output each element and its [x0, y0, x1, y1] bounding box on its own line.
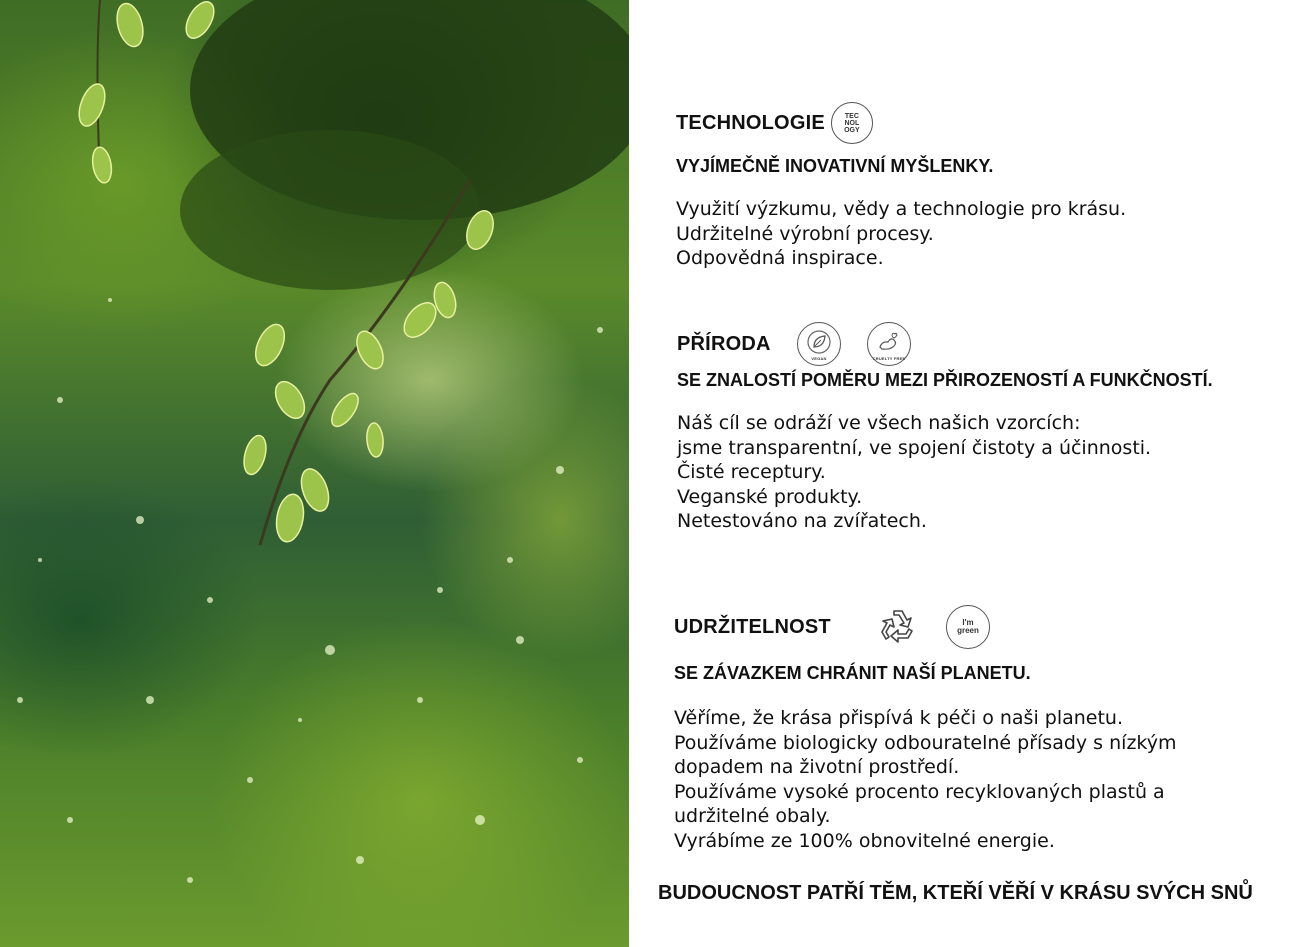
body-line: Používáme biologicky odbouratelné přísady s nízkým [674, 731, 1177, 754]
body-line [674, 829, 1177, 854]
badge-text: NOL [844, 119, 860, 127]
badge-text: green [957, 626, 979, 635]
section-subtitle: VYJÍMEČNĚ INOVATIVNÍ MYŠLENKY. [676, 156, 994, 176]
section-technology [676, 102, 1126, 271]
body-line: Udržitelné výrobní procesy. [676, 222, 934, 245]
vegan-leaf-icon [797, 322, 841, 366]
body-line: dopadem na životní prostředí. [674, 756, 960, 778]
section-header [677, 322, 1213, 366]
section-header [674, 603, 1177, 651]
badge-caption: VEGAN [811, 356, 827, 361]
footer-slogan: BUDOUCNOST PATŘÍ TĚM, KTEŘÍ VĚŘÍ V KRÁSU SVÝCH SNŮ [658, 882, 1253, 904]
body-line: Čisté receptury. [677, 461, 826, 483]
body-line: udržitelné obaly. [674, 805, 831, 827]
body-line: Náš cíl se odráží ve všech našich vzorcích: [677, 412, 1081, 434]
badge-caption: CRUELTY FREE [872, 356, 906, 361]
badge-text: TEC [844, 112, 859, 120]
technology-badge-icon [831, 102, 873, 144]
body-line: Odpovědná inspirace. [676, 247, 884, 269]
badge-text: OGY [844, 126, 860, 134]
body-line: Netestováno na zvířatech. [677, 510, 927, 532]
section-body [674, 706, 1177, 853]
nature-photo [0, 0, 629, 947]
section-subtitle: SE ZNALOSTÍ POMĚRU MEZI PŘIROZENOSTÍ A FUNKČNOSTÍ. [677, 370, 1213, 390]
body-line: jsme transparentní, ve spojení čistoty a účinnosti. [677, 436, 1152, 459]
body-line: Věříme, že krása přispívá k péči o naši planetu. [674, 707, 1124, 729]
section-sustainability [674, 603, 1177, 853]
section-title: PŘÍRODA [677, 332, 771, 355]
section-body [676, 197, 1126, 271]
body-line: Využití výzkumu, vědy a technologie pro krásu. [676, 198, 1127, 220]
cruelty-free-bunny-icon [867, 322, 911, 366]
content-panel [629, 0, 1300, 947]
foliage-illustration [0, 0, 629, 947]
section-body [677, 411, 1213, 534]
body-line: Používáme vysoké procento recyklovaných plastů a [674, 780, 1165, 803]
body-line-text: Vyrábíme ze 100% obnovitelné energie. [674, 829, 1055, 852]
section-header [676, 102, 1126, 144]
badge-text: I'm [962, 618, 974, 627]
section-nature [677, 322, 1213, 534]
section-subtitle: SE ZÁVAZKEM CHRÁNIT NAŠÍ PLANETU. [674, 663, 1031, 683]
section-title: TECHNOLOGIE [676, 111, 825, 134]
recycle-icon [874, 603, 922, 651]
im-green-badge-icon [946, 605, 990, 649]
body-line: Veganské produkty. [677, 485, 863, 508]
section-title: UDRŽITELNOST [674, 615, 831, 638]
